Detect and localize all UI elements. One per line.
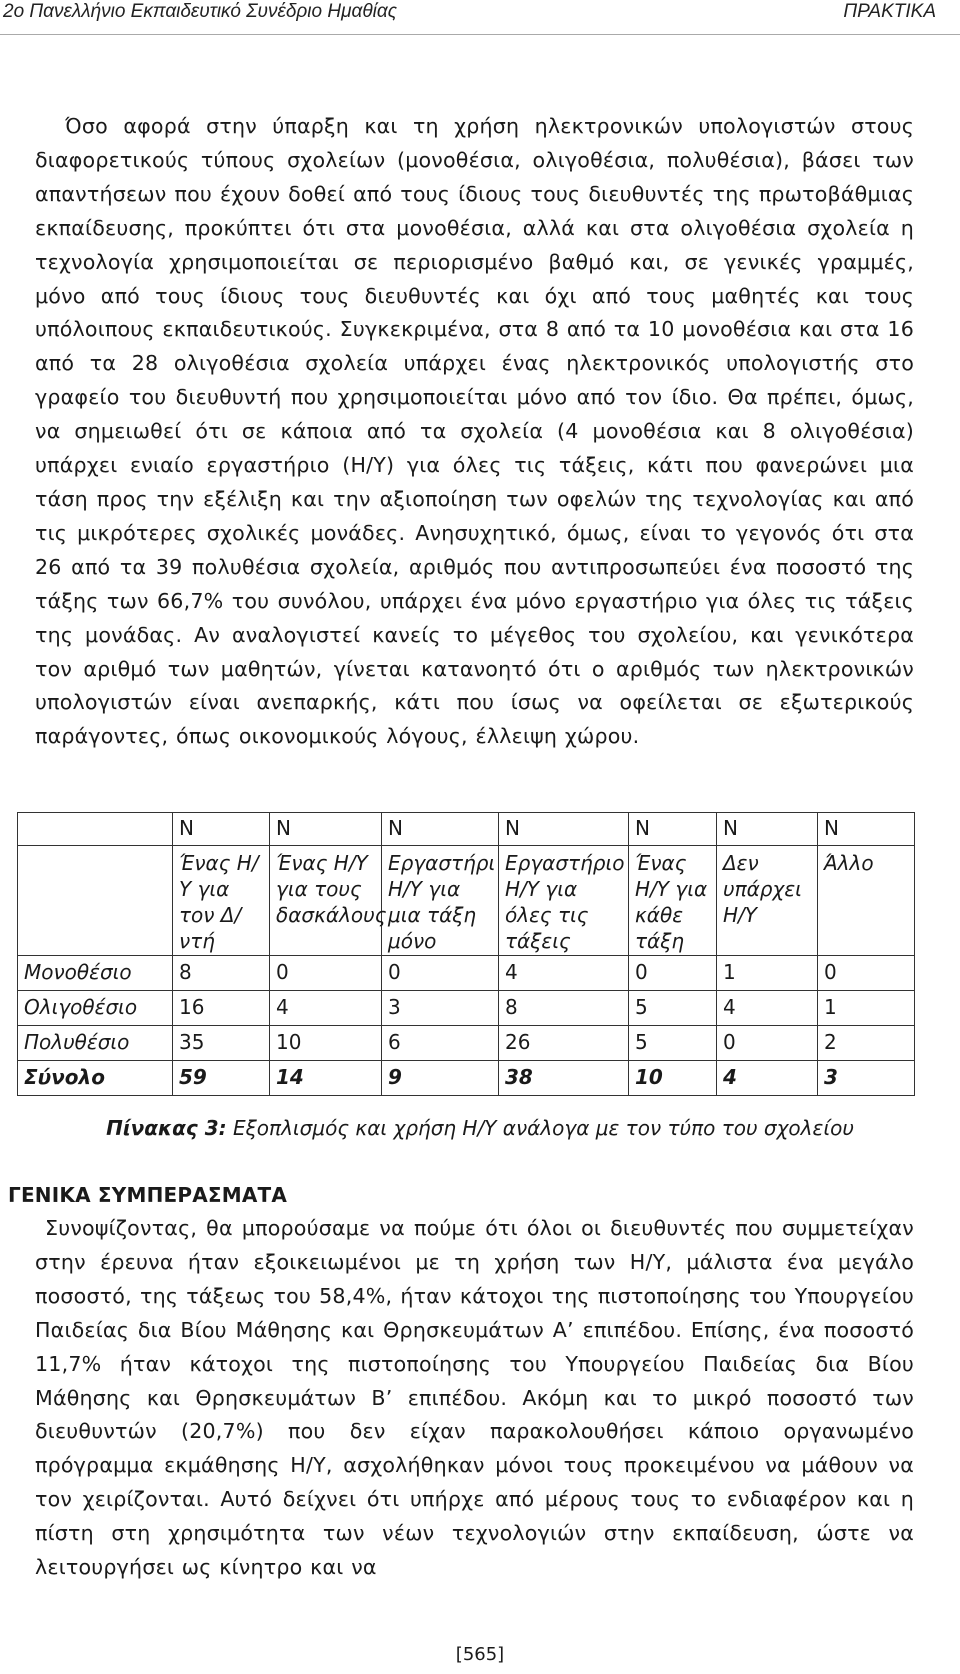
column-header: Εργαστήρι Η/Υ για μια τάξη μόνο <box>382 846 499 956</box>
column-header: Ένας Η/Υ για τον Δ/ντή <box>173 846 270 956</box>
table-cell: 4 <box>270 991 382 1026</box>
table-corner-cell <box>18 813 173 846</box>
table-cell: 2 <box>818 1026 915 1061</box>
table-cell: 3 <box>382 991 499 1026</box>
table-column-headers <box>18 846 915 956</box>
body-paragraph-1: Όσο αφορά στην ύπαρξη και τη χρήση ηλεκτρονικών υπολογιστών στους διαφορετικούς τύπους σχολείων (μονοθέσια, ολιγοθέσια, πολυθέσια), βάσει των απαντήσεων που έχουν δοθεί από τους ίδιους τους διευθυντές της πρωτοβάθμιας εκπαίδευσης, προκύπτει ότι στα μονοθέσια, αλλά και στα ολιγοθέσια σχολεία η τεχνολογία χρησιμοποιείται σε περιορισμένο βαθμό και, σε γενικές γραμμές, μόνο από τους ίδιους τους διευθυντές και όχι από τους μαθητές και τους υπόλοιπους εκπαιδευτικούς. Συγκεκριμένα, στα 8 από τα 10 μονοθέσια και στα 16 από τα 28 ολιγοθέσια σχολεία υπάρχει ένας ηλεκτρονικός υπολογιστής στο γραφείο του διευθυντή που χρησιμοποιείται μόνο από τον ίδιο. Θα πρέπει, όμως, να σημειωθεί ότι σε κάποια από τα σχολεία (4 μονοθέσια και 8 ολιγοθέσια) υπάρχει ενιαίο εργαστήριο (Η/Υ) για όλες τις τάξεις, κάτι που φανερώνει μια τάση προς την εξέλιξη και την αξιοποίηση των οφελών της τεχνολογίας και από τις μικρότερες σχολικές μονάδες. Ανησυχητικό, όμως, είναι το γεγονός ότι στα 26 από τα 39 πολυθέσια σχολεία, αριθμός που αντιπροσωπεύει ένα ποσοστό της τάξης των 66,7% του συνόλου, υπάρχει ένα μόνο εργαστήριο για όλες τις τάξεις της μονάδας. Αν αναλογιστεί κανείς το μέγεθος του σχολείου, και γενικότερα τον αριθμό των μαθητών, γίνεται κατανοητό ότι ο αριθμός των ηλεκτρονικών υπολογιστών είναι ανεπαρκής, κάτι που ίσως να οφείλεται σε εξωτερικούς παράγοντες, όπως οικονομικούς λόγους, έλλειψη χώρου. <box>35 114 914 749</box>
n-cell: Ν <box>499 813 629 846</box>
n-cell: Ν <box>173 813 270 846</box>
table-cell: 1 <box>717 956 818 991</box>
column-header: Ένας Η/Υ για τους δασκάλους <box>270 846 382 956</box>
column-header: Ένας Η/Υ για κάθε τάξη <box>629 846 717 956</box>
total-cell: 3 <box>818 1061 915 1096</box>
conference-title: 2ο Πανελλήνιο Εκπαιδευτικό Συνέδριο Ημαθίας <box>3 1 397 22</box>
header-divider <box>0 34 960 35</box>
section-heading: ΓΕΝΙΚΑ ΣΥΜΠΕΡΑΣΜΑΤΑ <box>8 1183 288 1207</box>
table-cell: 8 <box>173 956 270 991</box>
row-label: Ολιγοθέσιο <box>18 991 173 1026</box>
table-cell: 0 <box>717 1026 818 1061</box>
table-cell: 4 <box>717 991 818 1026</box>
n-cell: Ν <box>382 813 499 846</box>
table-cell: 8 <box>499 991 629 1026</box>
total-cell: 14 <box>270 1061 382 1096</box>
row-label: Πολυθέσιο <box>18 1026 173 1061</box>
total-cell: 38 <box>499 1061 629 1096</box>
table-row <box>18 1026 915 1061</box>
table-cell: 1 <box>818 991 915 1026</box>
column-header: Εργαστήριο Η/Υ για όλες τις τάξεις <box>499 846 629 956</box>
column-header: Δεν υπάρχει Η/Υ <box>717 846 818 956</box>
table-cell: 16 <box>173 991 270 1026</box>
total-cell: 9 <box>382 1061 499 1096</box>
table-row <box>18 956 915 991</box>
total-cell: 59 <box>173 1061 270 1096</box>
table-cell: 10 <box>270 1026 382 1061</box>
table-cell: 26 <box>499 1026 629 1061</box>
table-cell: 6 <box>382 1026 499 1061</box>
table-cell: 5 <box>629 991 717 1026</box>
table-cell: 0 <box>270 956 382 991</box>
table-n-row <box>18 813 915 846</box>
table-total-row <box>18 1061 915 1096</box>
total-cell: 4 <box>717 1061 818 1096</box>
row-label: Μονοθέσιο <box>18 956 173 991</box>
n-cell: Ν <box>270 813 382 846</box>
table-cell: 0 <box>629 956 717 991</box>
n-cell: Ν <box>818 813 915 846</box>
total-cell: 10 <box>629 1061 717 1096</box>
table-cell: 35 <box>173 1026 270 1061</box>
equipment-table <box>17 812 915 1096</box>
n-cell: Ν <box>629 813 717 846</box>
column-header: Άλλο <box>818 846 915 956</box>
table-cell: 0 <box>382 956 499 991</box>
caption-label: Πίνακας 3: <box>106 1116 227 1140</box>
table-blank-cell <box>18 846 173 956</box>
table-row <box>18 991 915 1026</box>
table-caption <box>0 1116 960 1140</box>
table-cell: 4 <box>499 956 629 991</box>
total-label: Σύνολο <box>18 1061 173 1096</box>
table-cell: 0 <box>818 956 915 991</box>
caption-text: Εξοπλισμός και χρήση Η/Υ ανάλογα με τον τύπο του σχολείου <box>233 1116 854 1140</box>
n-cell: Ν <box>717 813 818 846</box>
proceedings-label: ΠΡΑΚΤΙΚΑ <box>843 1 936 22</box>
page-number: [565] <box>455 1644 505 1665</box>
table-cell: 5 <box>629 1026 717 1061</box>
body-paragraph-2: Συνοψίζοντας, θα μπορούσαμε να πούμε ότι όλοι οι διευθυντές που συμμετείχαν στην έρευνα ήταν εξοικειωμένοι με τη χρήση των Η/Υ, μάλιστα ένα μεγάλο ποσοστό, της τάξεως του 58,4%, ήταν κάτοχοι της πιστοποίησης του Υπουργείου Παιδείας δια Βίου Μάθησης και Θρησκευμάτων Α’ επιπέδου. Επίσης, ένα ποσοστό 11,7% ήταν κάτοχοι της πιστοποίησης του Υπουργείου Παιδείας δια Βίου Μάθησης και Θρησκευμάτων Β’ επιπέδου. Ακόμη και το μικρό ποσοστό των διευθυντών (20,7%) που δεν είχαν παρακολουθήσει κάποιο οργανωμένο πρόγραμμα εκμάθησης Η/Υ, ασχολήθηκαν μόνοι τους προκειμένου να μάθουν να τον χειρίζονται. Αυτό δείχνει ότι υπήρχε από μέρους τους το ενδιαφέρον και η πίστη στη χρησιμότητα των νέων τεχνολογιών στην εκπαίδευση, ώστε να λειτουργήσει ως κίνητρο και να <box>35 1216 914 1580</box>
